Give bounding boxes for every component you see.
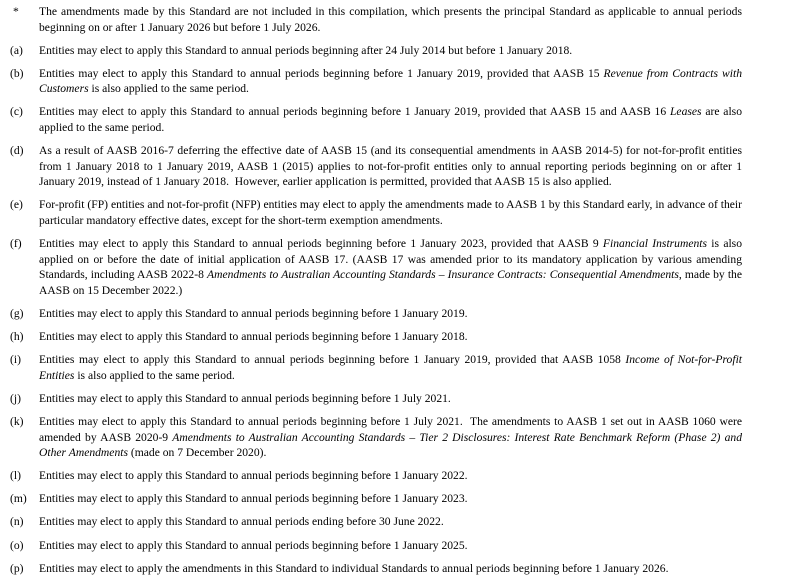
- footnote-label: *: [13, 5, 19, 18]
- footnote-text: Entities may elect to apply this Standard to annual periods beginning before 1 July 2021. The amendments to AASB 1 set out in AASB 1060 were amended by AASB 2020-9 Amendments to Australian Accounting Standards – Tier 2 Disclosures: Interest Rate Benchmark Reform (Phase 2) and Other Amendments (made on 7 December 2020).: [39, 414, 742, 460]
- footnote-label: (g): [10, 307, 24, 320]
- footnote-text: Entities may elect to apply the amendments in this Standard to individual Standards to annual periods beginning before 1 January 2026.: [39, 561, 669, 575]
- footnote-text: Entities may elect to apply this Standard to annual periods beginning after 24 July 2014 but before 1 January 2018.: [39, 43, 573, 57]
- footnote-item: [0, 391, 788, 407]
- footnote-label: (c): [10, 105, 23, 119]
- footnote-text: As a result of AASB 2016-7 deferring the effective date of AASB 15 (and its consequential amendments in AASB 2014-5) for not-for-profit entities from 1 January 2018 to 1 January 2019, AASB 1 (2015) applies to not-for-profit entities only to annual reporting periods beginning on or after 1 January 2019, instead of 1 January 2018. However, earlier application is permitted, provided that AASB 15 is also applied.: [39, 144, 742, 189]
- footnote-text: Entities may elect to apply this Standard to annual periods beginning before 1 January 2019, provided that AASB 15 and AASB 16 Leases are also applied to the same period.: [39, 105, 742, 135]
- footnote-item: [0, 306, 788, 322]
- footnote-item: [0, 514, 788, 530]
- footnote-item: [0, 4, 788, 35]
- footnote-text: Entities may elect to apply this Standard to annual periods beginning before 1 January 2025.: [39, 538, 468, 552]
- footnote-label: (i): [10, 353, 21, 367]
- footnote-label: (k): [10, 414, 24, 428]
- footnote-item: [0, 104, 788, 135]
- footnote-label: (n): [10, 515, 24, 529]
- footnote-item: [0, 143, 788, 190]
- footnote-item: [0, 468, 788, 484]
- footnote-text: Entities may elect to apply this Standard to annual periods beginning before 1 January 2019, provided that AASB 15 Revenue from Contracts with Customers is also applied to the same period.: [39, 66, 743, 96]
- footnote-label: (b): [10, 66, 24, 80]
- footnote-item: [0, 538, 788, 554]
- footnote-item: [0, 414, 788, 461]
- footnote-text: Entities may elect to apply this Standard to annual periods beginning before 1 January 2019.: [39, 307, 468, 320]
- footnote-label: (d): [10, 144, 24, 158]
- footnote-text: The amendments made by this Standard are not included in this compilation, which presents the principal Standard as applicable to annual periods beginning on or after 1 January 2026 but before 1 July 2026.: [39, 5, 742, 34]
- footnote-label: (j): [10, 391, 21, 405]
- footnote-item: [0, 66, 788, 97]
- footnote-text: Entities may elect to apply this Standard to annual periods beginning before 1 January 2023, provided that AASB 9 Financial Instruments is also applied on or before the date of initial application of AASB 17. (AASB 17 was amended prior to its mandatory application by various amending Standards, including AASB 2022-8 Amendments to Australian Accounting Standards – Insurance Contracts: Consequential Amendments, made by the AASB on 15 December 2022.): [39, 237, 742, 297]
- footnote-item: [0, 329, 788, 345]
- footnote-label: (m): [10, 492, 27, 506]
- footnote-text: Entities may elect to apply this Standard to annual periods beginning before 1 January 2023.: [39, 492, 468, 506]
- footnote-text: Entities may elect to apply this Standard to annual periods beginning before 1 July 2021.: [39, 391, 451, 405]
- footnote-text: Entities may elect to apply this Standard to annual periods beginning before 1 January 2019, provided that AASB 1058 Income of Not-for-Profit Entities is also applied to the same period.: [39, 353, 743, 382]
- footnote-text: Entities may elect to apply this Standard to annual periods beginning before 1 January 2022.: [39, 469, 468, 483]
- footnote-item: [0, 43, 788, 59]
- footnote-text: For-profit (FP) entities and not-for-profit (NFP) entities may elect to apply the amendments made to AASB 1 by this Standard early, in advance of their particular mandatory effective dates, except for the short-term exemption amendments.: [39, 198, 742, 228]
- footnote-text: Entities may elect to apply this Standard to annual periods beginning before 1 January 2018.: [39, 330, 468, 344]
- footnote-label: (o): [10, 538, 24, 552]
- footnote-item: [0, 352, 788, 383]
- footnote-item: [0, 197, 788, 228]
- footnote-item: [0, 236, 788, 298]
- footnote-label: (e): [10, 198, 23, 212]
- footnote-item: [0, 561, 788, 577]
- footnote-label: (a): [10, 43, 23, 57]
- footnote-label: (h): [10, 330, 24, 344]
- footnote-item: [0, 491, 788, 507]
- footnote-label: (p): [10, 561, 24, 575]
- footnote-text: Entities may elect to apply this Standard to annual periods ending before 30 June 2022.: [39, 515, 444, 529]
- footnote-label: (l): [10, 469, 21, 483]
- footnote-label: (f): [10, 237, 22, 251]
